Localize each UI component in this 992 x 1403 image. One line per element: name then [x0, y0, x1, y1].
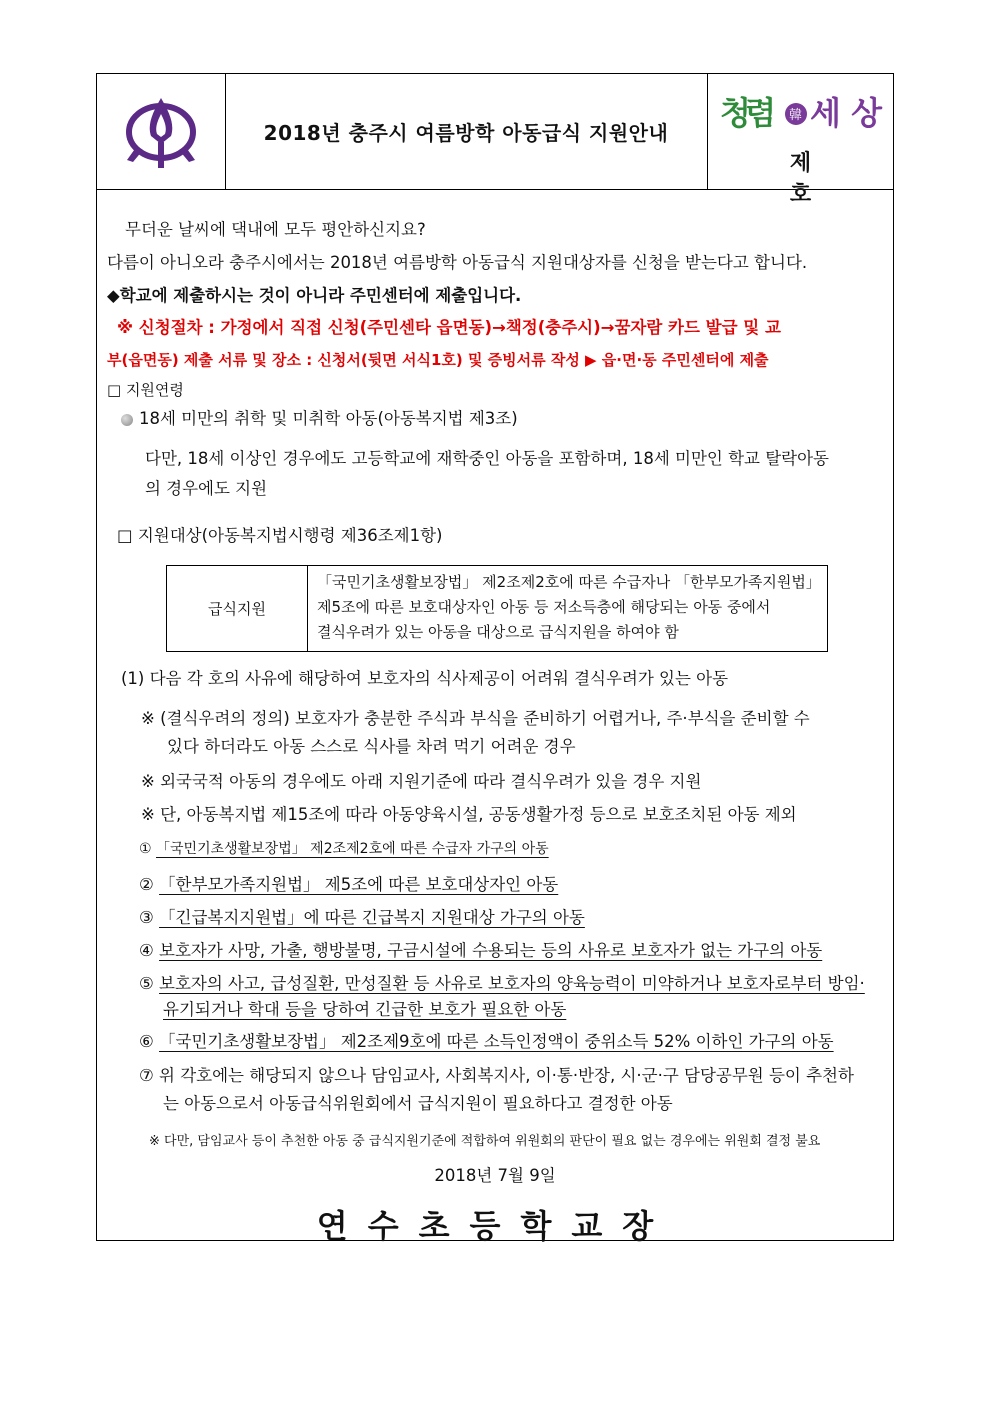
- note-1-line-2: 있다 하더라도 아동 스스로 식사를 차려 먹기 어려운 경우: [167, 737, 576, 756]
- note-3: ※ 단, 아동복지법 제15조에 따라 아동양육시설, 공동생활가정 등으로 보호조치된 아동 제외: [141, 805, 797, 824]
- procedure-line-2: 부(읍면동) 제출 서류 및 장소 : 신청서(뒷면 서식1호) 및 증빙서류 작성 ▶ 읍·면·동 주민센터에 제출: [107, 351, 769, 369]
- notice-text: 다름이 아니오라 충주시에서는 2018년 여름방학 아동급식 지원대상자를 신청을 받는다고 합니다.: [107, 253, 808, 272]
- table-label: 급식지원: [167, 566, 308, 651]
- issue-date: 2018년 7월 9일: [434, 1166, 556, 1185]
- emblem-cell: [97, 74, 226, 189]
- age-note-line-1: 다만, 18세 이상인 경우에도 고등학교에 재학중인 아동을 포함하며, 18세 미만인 학교 탈락아동: [145, 449, 829, 468]
- table-content: [317, 570, 822, 645]
- list-item-5: ⑤ 보호자의 사고, 급성질환, 만성질환 등 사유로 보호자의 양육능력이 미약하거나 보호자로부터 방임·: [139, 974, 865, 993]
- age-item-text: 18세 미만의 취학 및 미취학 아동(아동복지법 제3조): [139, 409, 518, 428]
- note-2: ※ 외국국적 아동의 경우에도 아래 지원기준에 따라 결식우려가 있을 경우 지원: [141, 772, 702, 791]
- document-number-label: 제 호: [789, 151, 872, 207]
- list-item-6: ⑥ 「국민기초생활보장법」 제2조제9호에 따른 소득인정액이 중위소득 52% 이하인 가구의 아동: [139, 1032, 834, 1051]
- age-note-line-2: 의 경우에도 지원: [145, 479, 268, 498]
- list-item-4: ④ 보호자가 사망, 가출, 행방불명, 구금시설에 수용되는 등의 사유로 보호자가 없는 가구의 아동: [139, 941, 823, 960]
- emphasis-text: ◆학교에 제출하시는 것이 아니라 주민센터에 제출입니다.: [107, 286, 522, 305]
- table-line: 제5조에 따른 보호대상자인 아동 등 저소득층에 해당되는 아동 중에서: [317, 598, 771, 616]
- age-heading: □ 지원연령: [107, 381, 184, 399]
- page-title: 2018년 충주시 여름방학 아동급식 지원안내: [225, 74, 708, 189]
- list-item-5-line-2: 유기되거나 학대 등을 당하여 긴급한 보호가 필요한 아동: [163, 1000, 567, 1019]
- svg-text:韓: 韓: [789, 108, 803, 123]
- support-table: [166, 565, 828, 652]
- city-emblem-icon: [97, 74, 225, 189]
- slogan-logo: [718, 88, 888, 138]
- age-item: [121, 409, 518, 429]
- target-heading: □ 지원대상(아동복지법시행령 제36조제1항): [117, 526, 443, 545]
- document-header: [97, 74, 893, 207]
- notice-document: [96, 73, 894, 1245]
- footnote: ※ 다만, 담임교사 등이 추천한 아동 중 급식지원기준에 적합하여 위원회의 판단이 필요 없는 경우에는 위원회 결정 불요: [149, 1134, 821, 1149]
- svg-text:청렴: 청렴: [720, 94, 776, 132]
- list-item-2: ② 「한부모가족지원법」 제5조에 따른 보호대상자인 아동: [139, 875, 559, 894]
- header-right-cell: [708, 74, 893, 207]
- svg-text:세상: 세상: [810, 94, 882, 132]
- list-item-7: ⑦ 위 각호에는 해당되지 않으나 담임교사, 사회복지사, 이·통·반장, 시·군·구 담당공무원 등이 추천하: [139, 1066, 854, 1085]
- list-item-1: ① 「국민기초생활보장법」 제2조제2호에 따른 수급자 가구의 아동: [139, 841, 549, 857]
- procedure-line-1: ※ 신청절차 : 가정에서 직접 신청(주민센타 읍면동)→책정(충주시)→꿈자람 카드 발급 및 교: [117, 318, 781, 337]
- clause-1: (1) 다음 각 호의 사유에 해당하여 보호자의 식사제공이 어려워 결식우려가 있는 아동: [121, 669, 729, 688]
- greeting-text: 무더운 날씨에 댁내에 모두 평안하신지요?: [125, 220, 426, 239]
- list-item-7-line-2: 는 아동으로서 아동급식위원회에서 급식지원이 필요하다고 결정한 아동: [163, 1094, 673, 1113]
- gray-bullet-icon: [121, 414, 133, 426]
- table-line: 결식우려가 있는 아동을 대상으로 급식지원을 하여야 함: [317, 623, 679, 641]
- principal-signature: 연수초등학교장: [316, 1207, 674, 1245]
- table-line: 「국민기초생활보장법」 제2조제2호에 따른 수급자나 「한부모가족지원법」: [317, 573, 821, 591]
- note-1-line-1: ※ (결식우려의 정의) 보호자가 충분한 주식과 부식을 준비하기 어렵거나, 주·부식을 준비할 수: [141, 709, 810, 728]
- list-item-3: ③ 「긴급복지지원법」에 따른 긴급복지 지원대상 가구의 아동: [139, 908, 585, 927]
